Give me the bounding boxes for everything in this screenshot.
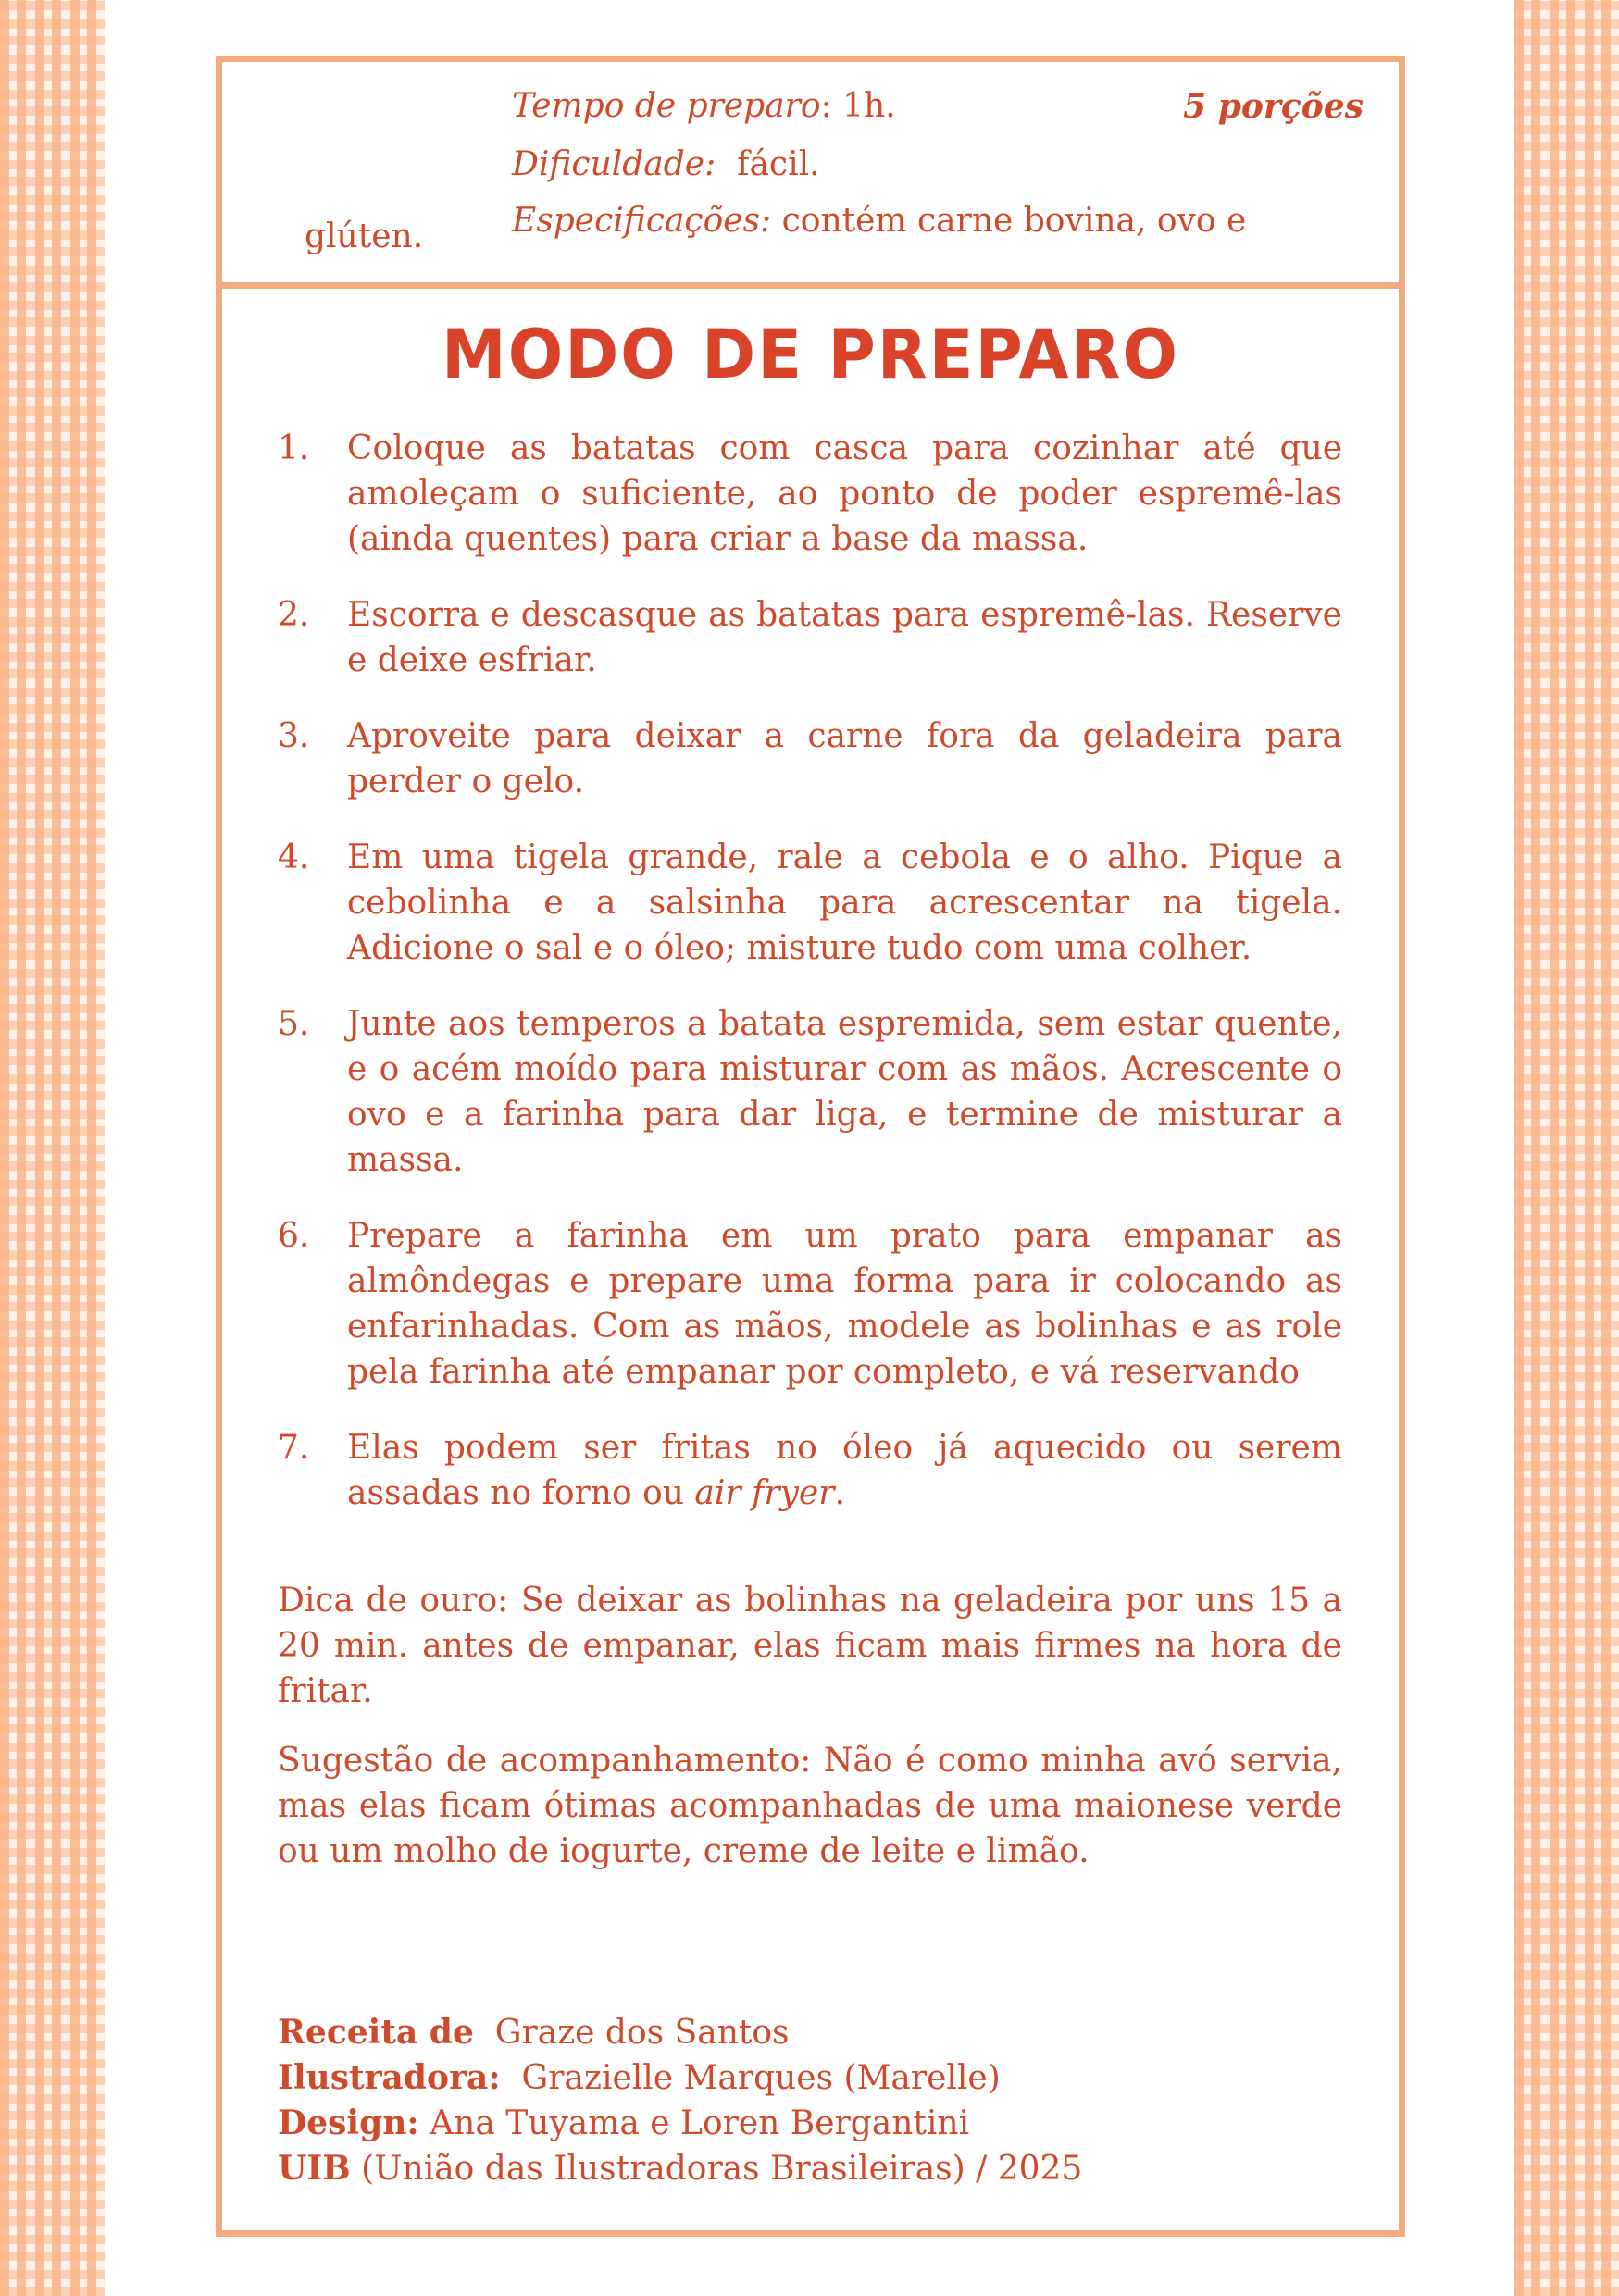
specs-value: contém carne bovina, ovo e [781, 202, 1247, 240]
credit-illustrator-label: Ilustradora: [278, 2058, 501, 2097]
credits [278, 2010, 1342, 2191]
step-text-main: Elas podem ser fritas no óleo já aquecido ou serem assadas no forno ou [347, 1429, 1342, 1512]
step-text: Em uma tigela grande, rale a cebola e o alho. Pique a cebolinha e a salsinha para acrescentar na tigela. Adicione o sal e o óleo; misture tudo com uma colher. [347, 838, 1342, 967]
difficulty-value: fácil. [737, 145, 820, 183]
credit-illustrator [278, 2055, 1342, 2101]
recipe-header [222, 62, 1399, 289]
list-item [278, 835, 1342, 971]
step-text: Prepare a farinha em um prato para empanar as almôndegas e prepare uma forma para ir colocando as enfarinhadas. Com as mãos, modele as bolinhas e as role pela farinha até empanar por completo, e vá reservando [347, 1217, 1342, 1391]
step-number: 3. [278, 717, 310, 755]
step-number: 1. [278, 429, 310, 467]
credit-recipe [278, 2010, 1342, 2055]
prep-time [512, 83, 896, 130]
specs-overflow: glúten. [305, 217, 424, 255]
step-text: Junte aos temperos a batata espremida, sem estar quente, e o acém moído para misturar com as mãos. Acrescente o ovo e a farinha para dar liga, e termine de misturar a massa. [347, 1005, 1342, 1179]
tips-section [278, 1578, 1342, 1898]
plaid-border-left [0, 0, 105, 2296]
credit-design [278, 2101, 1342, 2146]
portions: 5 porções [1183, 87, 1364, 126]
difficulty [512, 142, 820, 188]
step-number: 6. [278, 1217, 310, 1255]
step-number: 7. [278, 1429, 310, 1467]
difficulty-label: Dificuldade: [512, 145, 716, 183]
step-text: Escorra e descasque as batatas para espremê-las. Reserve e deixe esfriar. [347, 596, 1342, 679]
prep-time-label: Tempo de preparo [512, 87, 821, 125]
steps-list [278, 426, 1342, 1546]
list-item [278, 426, 1342, 562]
list-item [278, 592, 1342, 683]
credit-design-label: Design: [278, 2104, 419, 2142]
serving-suggestion: Sugestão de acompanhamento: Não é como minha avó servia, mas elas ficam ótimas acompanhadas de uma maionese verde ou um molho de iogurte, creme de leite e limão. [278, 1742, 1342, 1870]
credit-uib-label: UIB [278, 2149, 351, 2188]
credit-uib [278, 2146, 1342, 2191]
recipe-card [216, 56, 1405, 2237]
step-text-end: . [834, 1474, 845, 1512]
credit-uib-value: (União das Ilustradoras Brasileiras) / 2025 [361, 2150, 1083, 2188]
gold-tip: Dica de ouro: Se deixar as bolinhas na geladeira por uns 15 a 20 min. antes de empanar, elas ficam mais firmes na hora de fritar. [278, 1582, 1342, 1710]
step-text: Aproveite para deixar a carne fora da geladeira para perder o gelo. [347, 717, 1342, 800]
step-number: 2. [278, 596, 310, 634]
credit-recipe-value: Graze dos Santos [494, 2014, 790, 2052]
credit-illustrator-value: Grazielle Marques (Marelle) [521, 2059, 1001, 2097]
list-item [278, 714, 1342, 804]
specs-label: Especificações: [512, 202, 772, 240]
step-text: Coloque as batatas com casca para cozinhar até que amoleçam o suficiente, ao ponto de poder espremê-las (ainda quentes) para criar a base da massa. [347, 429, 1342, 558]
credit-design-value: Ana Tuyama e Loren Bergantini [430, 2104, 970, 2142]
list-item [278, 1213, 1342, 1395]
list-item [278, 1001, 1342, 1183]
list-item [278, 1425, 1342, 1516]
plaid-border-right [1514, 0, 1619, 2296]
step-text-italic: air fryer [694, 1474, 835, 1512]
specifications [512, 198, 1246, 244]
step-text [347, 1425, 1342, 1516]
credit-recipe-label: Receita de [278, 2013, 474, 2052]
step-number: 4. [278, 838, 310, 876]
page-title: MODO DE PREPARO [442, 314, 1179, 395]
step-number: 5. [278, 1005, 310, 1043]
prep-time-value: : 1h. [820, 87, 896, 125]
